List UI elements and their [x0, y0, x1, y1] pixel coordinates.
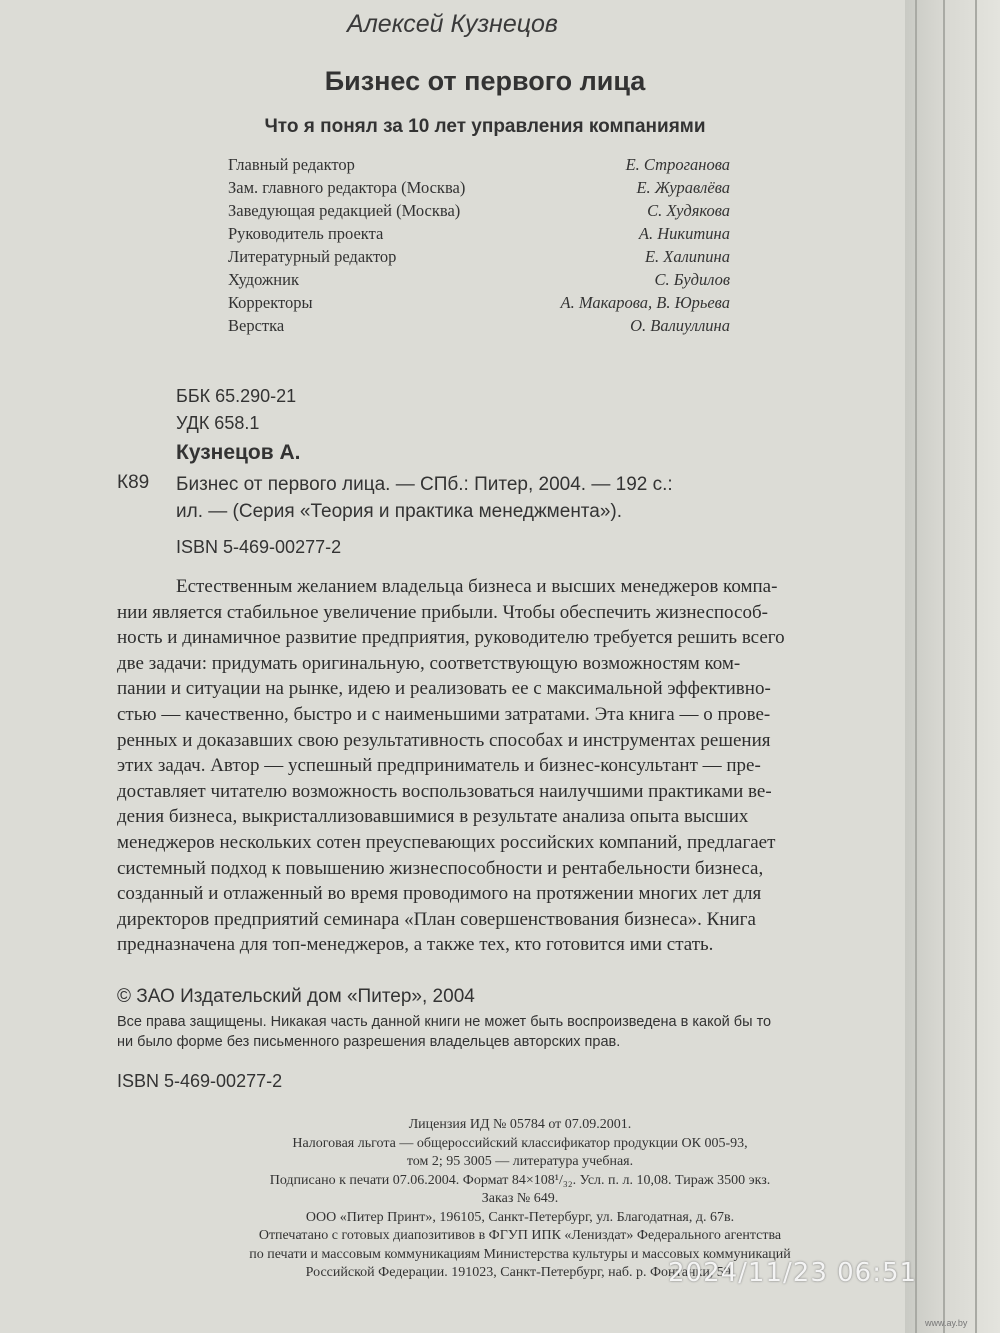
rights-line: Все права защищены. Никакая часть данной книги не может быть воспроизведена в какой бы то [117, 1014, 772, 1030]
credit-row [228, 291, 730, 314]
annotation-line: стью — качественно, быстро и с наименьшими затратами. Эта книга — о прове- [117, 703, 771, 725]
imprint-line: Отпечатано с готовых диапозитивов в ФГУП ИПК «Лениздат» Федерального агентства [258, 1228, 782, 1243]
photo-timestamp: 2024/11/23 06:51 [668, 1258, 918, 1288]
annotation-line: две задачи: придумать оригинальную, соответствующую возможностям ком- [117, 652, 741, 674]
credit-name: А. Макарова, В. Юрьева [560, 293, 730, 312]
credit-name: С. Будилов [654, 270, 730, 289]
imprint-line: Российской Федерации. 191023, Санкт-Петербург, наб. р. Фонтанки, 59. [305, 1265, 735, 1280]
rights-line: ни было форме без письменного разрешения владельцев авторских прав. [117, 1034, 621, 1050]
bibliographic-description [176, 471, 846, 525]
imprint-line: Лицензия ИД № 05784 от 07.09.2001. [408, 1117, 632, 1132]
copyright-notice: © ЗАО Издательский дом «Питер», 2004 [117, 986, 475, 1007]
annotation-line: пании и ситуации на рынке, идею и реализовать ее с максимальной эффективно- [117, 678, 771, 700]
credit-name: А. Никитина [638, 224, 730, 243]
credit-row [228, 153, 730, 176]
annotation-line: ренных и доказавших свою результативность способах и инструментах решения [117, 729, 771, 751]
biblio-line: ил. — (Серия «Теория и практика менеджмента»). [176, 501, 623, 522]
page-edge-line [975, 0, 977, 1333]
credit-row [228, 268, 730, 291]
credit-role: Главный редактор [228, 155, 355, 174]
catalog-code: К89 [117, 472, 150, 493]
credit-name: О. Валиуллина [630, 316, 730, 335]
imprint-line: ООО «Питер Принт», 196105, Санкт-Петербург, ул. Благодатная, д. 67в. [305, 1209, 735, 1225]
imprint-line: том 2; 95 3005 — литература учебная. [406, 1154, 634, 1169]
classification-block [176, 383, 296, 437]
annotation-line: этих задач. Автор — успешный предприниматель и бизнес-консультант — пре- [117, 755, 761, 777]
credit-role: Руководитель проекта [228, 224, 384, 243]
credit-role: Зам. главного редактора (Москва) [228, 178, 466, 197]
site-watermark: www.ay.by [925, 1318, 968, 1328]
annotation-line: дения бизнеса, выкристаллизовавшимися в результате анализа опыта высших [117, 806, 749, 828]
page-edge-line [943, 0, 945, 1333]
catalog-author: Кузнецов А. [176, 441, 301, 464]
annotation-line: нии является стабильное увеличение прибыли. Чтобы обеспечить жизнеспособ- [117, 601, 768, 623]
biblio-line: Бизнес от первого лица. — СПб.: Питер, 2004. — 192 с.: [176, 474, 673, 495]
credit-name: Е. Халипина [644, 247, 730, 266]
imprint-line: по печати и массовым коммуникациям Министерства культуры и массовых коммуникаций [249, 1246, 791, 1262]
isbn: ISBN 5-469-00277-2 [176, 537, 342, 557]
credit-role: Литературный редактор [228, 247, 397, 266]
credit-row [228, 176, 730, 199]
annotation-text [117, 574, 847, 958]
credit-row [228, 222, 730, 245]
credit-row [228, 245, 730, 268]
annotation-line: менеджеров нескольких сотен преуспевающих российских компаний, предлагает [117, 831, 776, 853]
book-title: Бизнес от первого лица [324, 66, 646, 96]
credit-role: Художник [228, 270, 299, 289]
page-stack-edge [905, 0, 1000, 1333]
annotation-line: доставляет читателю возможность воспользоваться наилучшими практиками ве- [117, 780, 772, 802]
annotation-line: предназначена для топ-менеджеров, а также тех, кто готовится ими стать. [117, 934, 714, 956]
credit-name: Е. Строганова [625, 155, 730, 174]
annotation-line: системный подход к повышению жизнеспособности и рентабельности бизнеса, [117, 857, 764, 879]
credit-role: Верстка [228, 316, 285, 335]
bbk-code: ББК 65.290-21 [176, 386, 297, 406]
credit-name: С. Худякова [647, 201, 730, 220]
imprint-line: Налоговая льгота — общероссийский классификатор продукции ОК 005-93, [292, 1135, 748, 1151]
credit-row [228, 314, 730, 337]
credit-name: Е. Журавлёва [636, 178, 730, 197]
annotation-line: созданный и отлаженный во время проводимого на протяжении многих лет для [117, 883, 762, 905]
page-edge-line [915, 0, 917, 1333]
isbn-bottom: ISBN 5-469-00277-2 [117, 1071, 283, 1091]
rights-notice [117, 1012, 867, 1052]
book-subtitle: Что я понял за 10 лет управления компаниями [264, 116, 706, 137]
annotation-line: директоров предприятий семинара «План совершенствования бизнеса». Книга [117, 908, 756, 930]
author-name: Алексей Кузнецов [347, 10, 558, 38]
credit-role: Корректоры [228, 293, 313, 312]
imprint-line: Заказ № 649. [481, 1191, 559, 1206]
imprint-line: Подписано к печати 07.06.2004. Формат 84×108¹/₃₂. Усл. п. л. 10,08. Тираж 3500 экз. [269, 1172, 771, 1188]
udk-code: УДК 658.1 [176, 413, 260, 433]
credit-role: Заведующая редакцией (Москва) [228, 201, 461, 220]
annotation-line: Естественным желанием владельца бизнеса и высших менеджеров компа- [176, 576, 778, 597]
credit-row [228, 199, 730, 222]
annotation-line: ность и динамичное развитие предприятия, руководителю требуется решить всего [117, 627, 785, 649]
credits-list [228, 153, 730, 337]
